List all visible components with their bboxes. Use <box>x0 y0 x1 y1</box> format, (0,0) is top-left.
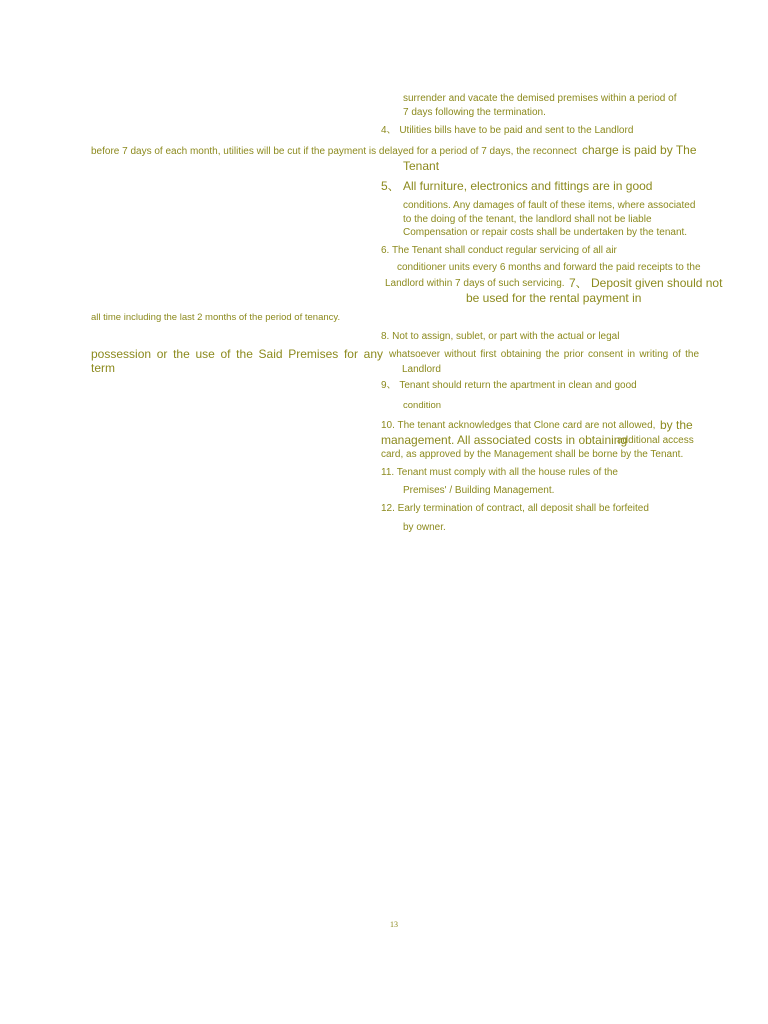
clause-7-line-2: be used for the rental payment in <box>466 291 642 305</box>
clause-4-line-2a: before 7 days of each month, utilities will be cut if the payment is delayed for a period of 7 days, the reconnect <box>91 146 577 157</box>
clause-3-line-2: 7 days following the termination. <box>403 107 546 118</box>
page-number: 13 <box>390 920 398 929</box>
clause-11-heading: 11. Tenant must comply with all the house rules of the <box>381 467 618 478</box>
clause-8-line-3: Landlord <box>402 364 441 375</box>
clause-5-line-3: to the doing of the tenant, the landlord shall not be liable <box>403 214 652 225</box>
clause-6-line-3: Landlord within 7 days of such servicing. <box>385 278 565 289</box>
clause-3-line-1: surrender and vacate the demised premises within a period of <box>403 93 677 104</box>
clause-10-heading-a: 10. The tenant acknowledges that Clone card are not allowed, <box>381 420 656 431</box>
clause-4-heading: 4、 Utilities bills have to be paid and sent to the Landlord <box>381 125 634 136</box>
clause-4-line-2b: charge is paid by The <box>582 143 697 157</box>
clause-8-line-2a: possession or the use of the Said Premises for any term <box>91 347 383 375</box>
clause-7-line-3: all time including the last 2 months of the period of tenancy. <box>91 312 341 323</box>
clause-10-heading-b: by the <box>660 418 693 432</box>
clause-10-line-2a: management. All associated costs in obtaining <box>381 433 628 447</box>
clause-9-heading: 9、 Tenant should return the apartment in clean and good <box>381 380 637 391</box>
clause-5-line-2: conditions. Any damages of fault of these items, where associated <box>403 200 696 211</box>
clause-7-heading: 7、 Deposit given should not <box>569 276 723 290</box>
clause-11-line-2: Premises' / Building Management. <box>403 485 555 496</box>
clause-8-heading: 8. Not to assign, sublet, or part with the actual or legal <box>381 331 620 342</box>
clause-9-line-2: condition <box>403 400 442 411</box>
clause-10-line-2b: additional access <box>617 435 694 446</box>
clause-10-line-3: card, as approved by the Management shall be borne by the Tenant. <box>381 449 684 460</box>
clause-12-line-2: by owner. <box>403 522 446 533</box>
clause-8-line-2b: whatsoever without first obtaining the prior consent in writing of the <box>389 349 699 360</box>
clause-5-line-4: Compensation or repair costs shall be undertaken by the tenant. <box>403 227 688 238</box>
clause-6-line-2: conditioner units every 6 months and forward the paid receipts to the <box>397 262 701 273</box>
clause-5-heading: 5、 All furniture, electronics and fittings are in good <box>381 179 653 193</box>
clause-6-heading: 6. The Tenant shall conduct regular servicing of all air <box>381 245 617 256</box>
clause-12-heading: 12. Early termination of contract, all deposit shall be forfeited <box>381 503 649 514</box>
clause-4-line-3: Tenant <box>403 159 440 173</box>
